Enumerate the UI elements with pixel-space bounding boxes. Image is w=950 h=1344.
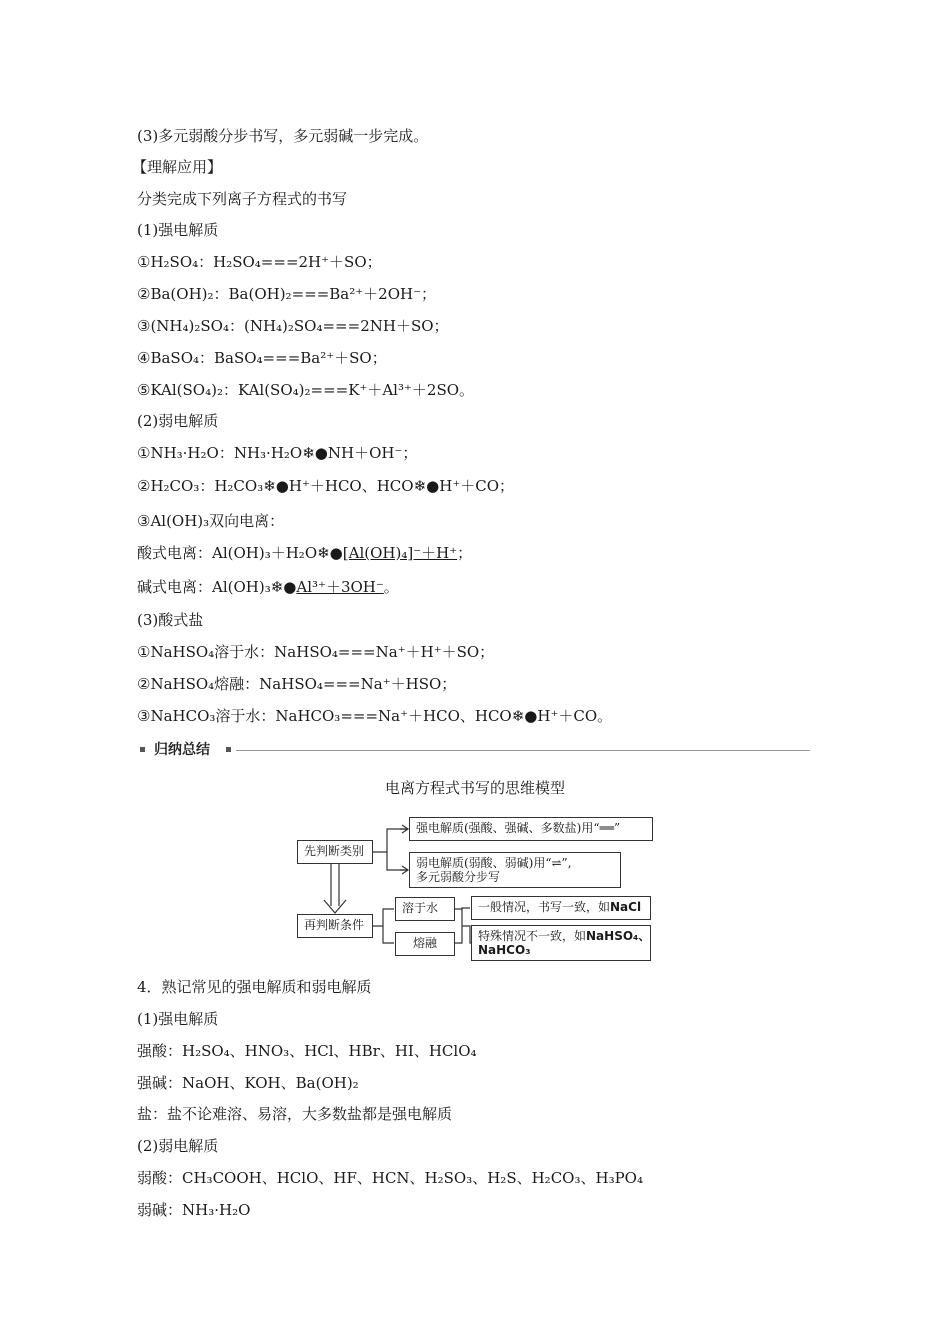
connector-general xyxy=(454,908,470,909)
judge-condition-box xyxy=(297,914,373,938)
equation-suffix: ； xyxy=(457,544,473,562)
text-line: (3)多元弱酸分步书写，多元弱碱一步完成。 xyxy=(137,127,429,145)
dissolve-box xyxy=(395,897,455,921)
strong-electrolyte-box xyxy=(409,817,653,841)
text-line: 弱碱：NH₃·H₂O xyxy=(137,1201,251,1219)
equation-line: ⑤KAl(SO₄)₂：KAl(SO₄)₂===K⁺＋Al³⁺＋2SO。 xyxy=(137,381,475,399)
subheading: (2)弱电解质 xyxy=(137,1137,219,1155)
equation-line: ②Ba(OH)₂：Ba(OH)₂===Ba²⁺＋2OH⁻； xyxy=(137,285,437,303)
summary-header xyxy=(140,740,810,760)
equation-line: ②NaHSO₄熔融：NaHSO₄===Na⁺＋HSO； xyxy=(137,675,457,693)
summary-title: 归纳总结 xyxy=(154,742,210,758)
text-line: 盐：盐不论难溶、易溶，大多数盐都是强电解质 xyxy=(137,1105,453,1123)
text-line: ③Al(OH)₃双向电离： xyxy=(137,512,285,530)
weak-electrolyte-label: 弱电解质(弱酸、弱碱)用“⇌”, xyxy=(416,856,572,870)
general-case-box xyxy=(471,896,651,920)
dissolve-label: 溶于水 xyxy=(402,901,439,915)
equation-line: ③(NH₄)₂SO₄：(NH₄)₂SO₄===2NH＋SO； xyxy=(137,317,449,335)
judge-type-box xyxy=(297,840,373,864)
equation-line: ①NaHSO₄溶于水：NaHSO₄===Na⁺＋H⁺＋SO； xyxy=(137,643,495,661)
equation-line: ①H₂SO₄：H₂SO₄===2H⁺＋SO； xyxy=(137,253,382,271)
judge-type-label: 先判断类别 xyxy=(304,844,365,858)
connector-strong xyxy=(372,829,408,852)
equation-line: ③NaHCO₃溶于水：NaHCO₃===Na⁺＋HCO、HCO❄●H⁺＋CO。 xyxy=(137,707,613,725)
section-heading: 4．熟记常见的强电解质和弱电解质 xyxy=(137,978,372,996)
text-line: 弱酸：CH₃COOH、HClO、HF、HCN、H₂SO₃、H₂S、H₂CO₃、H₃PO₄ xyxy=(137,1169,643,1187)
equation-answer: [Al(OH)₄]⁻＋H⁺ xyxy=(342,544,458,562)
weak-electrolyte-note: 多元弱酸分步写 xyxy=(416,870,501,884)
weak-electrolyte-box xyxy=(409,852,621,888)
equation-answer: Al³⁺＋3OH⁻ xyxy=(296,578,384,596)
text-line: 强酸：H₂SO₄、HNO₃、HCl、HBr、HI、HClO₄ xyxy=(137,1042,477,1060)
strong-electrolyte-label: 强电解质(强酸、强碱、多数盐)用“══” xyxy=(416,821,621,835)
equation-line: ①NH₃·H₂O：NH₃·H₂O❄●NH＋OH⁻； xyxy=(137,444,418,462)
judge-condition-label: 再判断条件 xyxy=(304,918,365,932)
bullet-square-icon xyxy=(226,747,231,752)
diagram-title: 电离方程式书写的思维模型 xyxy=(384,779,565,797)
melt-label: 熔融 xyxy=(412,936,437,950)
text-line: 强碱：NaOH、KOH、Ba(OH)₂ xyxy=(137,1074,359,1092)
connector-melt xyxy=(383,926,394,943)
melt-box xyxy=(395,932,455,956)
special-case-box xyxy=(471,925,651,961)
text-line: 分类完成下列离子方程式的书写 xyxy=(137,190,348,208)
double-arrow-shaft xyxy=(331,863,339,906)
special-case-label: 特殊情况不一致，如 xyxy=(478,929,587,943)
subheading: (1)强电解质 xyxy=(137,1010,219,1028)
arrowhead-strong xyxy=(400,825,408,833)
equation-line: ②H₂CO₃：H₂CO₃❄●H⁺＋HCO、HCO❄●H⁺＋CO； xyxy=(137,477,515,495)
general-case-example: NaCl xyxy=(610,900,642,914)
equation-line: ④BaSO₄：BaSO₄===Ba²⁺＋SO； xyxy=(137,349,387,367)
equation-prefix: 碱式电离：Al(OH)₃❄● xyxy=(137,578,297,596)
section-heading: 【理解应用】 xyxy=(132,158,223,176)
subheading: (1)强电解质 xyxy=(137,221,219,239)
subheading: (2)弱电解质 xyxy=(137,412,219,430)
equation-prefix: 酸式电离：Al(OH)₃＋H₂O❄● xyxy=(137,544,343,562)
subheading: (3)酸式盐 xyxy=(137,611,204,629)
bullet-square-icon xyxy=(140,747,145,752)
summary-rule xyxy=(236,750,810,751)
special-case-example: NaHCO₃ xyxy=(478,943,531,957)
equation-line xyxy=(137,577,399,597)
connector-dissolve xyxy=(372,909,394,926)
general-case-label: 一般情况，书写一致，如 xyxy=(478,900,611,914)
equation-line xyxy=(137,543,472,563)
arrowhead-weak xyxy=(400,866,408,874)
connector-weak xyxy=(387,852,408,870)
equation-suffix: 。 xyxy=(383,578,399,596)
special-case-example: NaHSO₄、 xyxy=(586,929,651,943)
double-arrow-head xyxy=(324,900,346,913)
